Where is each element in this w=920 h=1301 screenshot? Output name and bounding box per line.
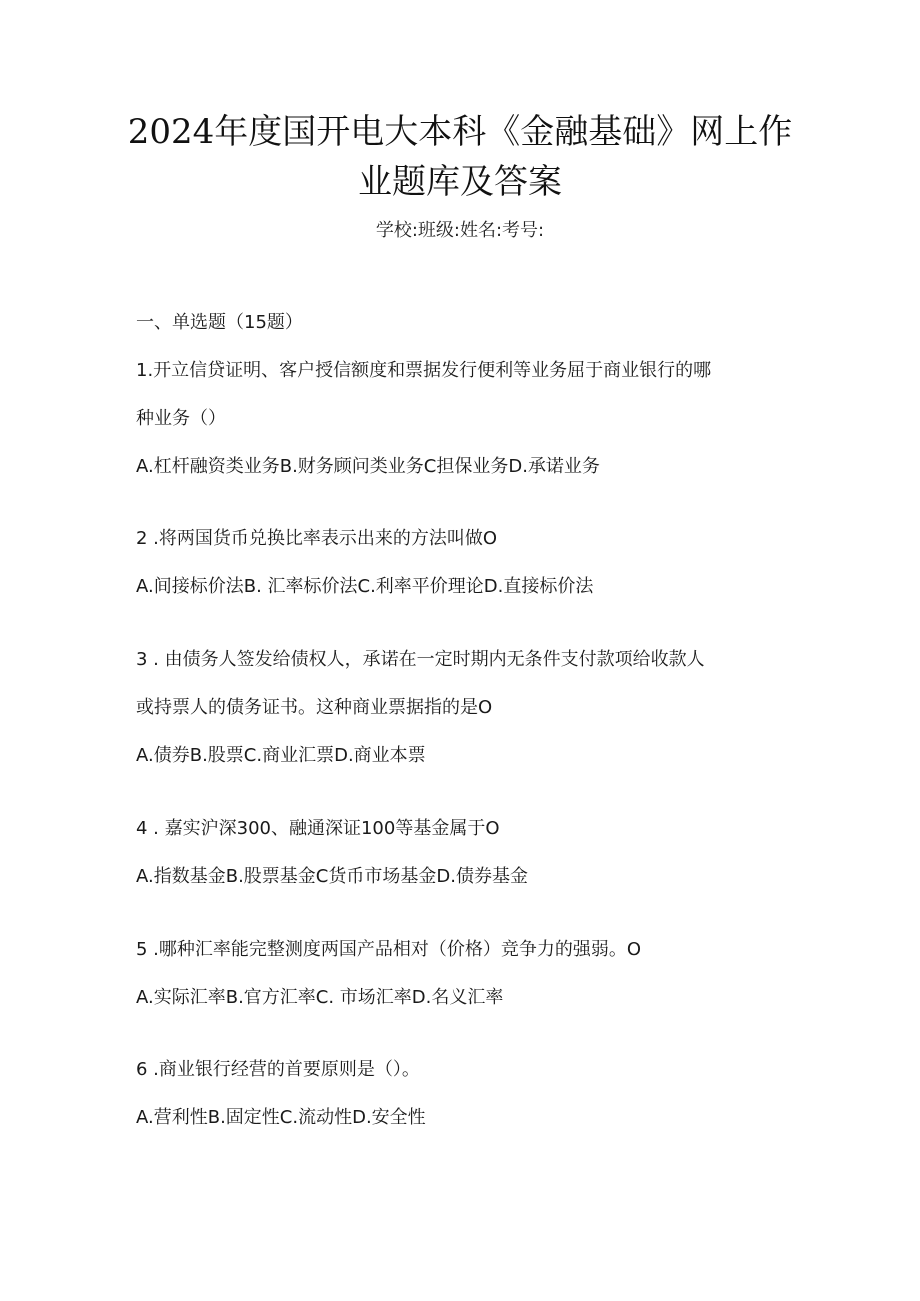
question-4-stem: 4 . 嘉实沪深300、融通深证100等基金属于O [136, 818, 500, 839]
document-title-line-1: 2024年度国开电大本科《金融基础》网上作 [127, 112, 793, 152]
question-2-stem: 2 .将两国货币兑换比率表示出来的方法叫做O [136, 528, 498, 549]
question-1-options: A.杠杆融资类业务B.财务顾问类业务C担保业务D.承诺业务 [136, 456, 600, 477]
document-title-line-2: 业题库及答案 [358, 162, 562, 202]
section-heading: 一、单选题（15题） [136, 312, 303, 333]
question-3-stem-line-2: 或持票人的债务证书。这种商业票据指的是O [136, 697, 493, 718]
question-1-stem-line-1: 1.开立信贷证明、客户授信额度和票据发行便利等业务屈于商业银行的哪 [136, 360, 712, 381]
question-6-stem: 6 .商业银行经营的首要原则是（）。 [136, 1059, 420, 1080]
question-4-options: A.指数基金B.股票基金C货币市场基金D.债券基金 [136, 866, 528, 887]
question-6-options: A.营利性B.固定性C.流动性D.安全性 [136, 1107, 426, 1128]
question-3-stem-line-1: 3 . 由债务人签发给债权人，承诺在一定时期内无条件支付款项给收款人 [136, 649, 705, 670]
student-info-line: 学校:班级:姓名:考号: [375, 220, 545, 241]
question-5-options: A.实际汇率B.官方汇率C. 市场汇率D.名义汇率 [136, 987, 504, 1008]
question-1-stem-line-2: 种业务（） [136, 408, 226, 429]
question-2-options: A.间接标价法B. 汇率标价法C.利率平价理论D.直接标价法 [136, 576, 594, 597]
question-3-options: A.债券B.股票C.商业汇票D.商业本票 [136, 745, 426, 766]
question-5-stem: 5 .哪种汇率能完整测度两国产品相对（价格）竞争力的强弱。O [136, 939, 642, 960]
